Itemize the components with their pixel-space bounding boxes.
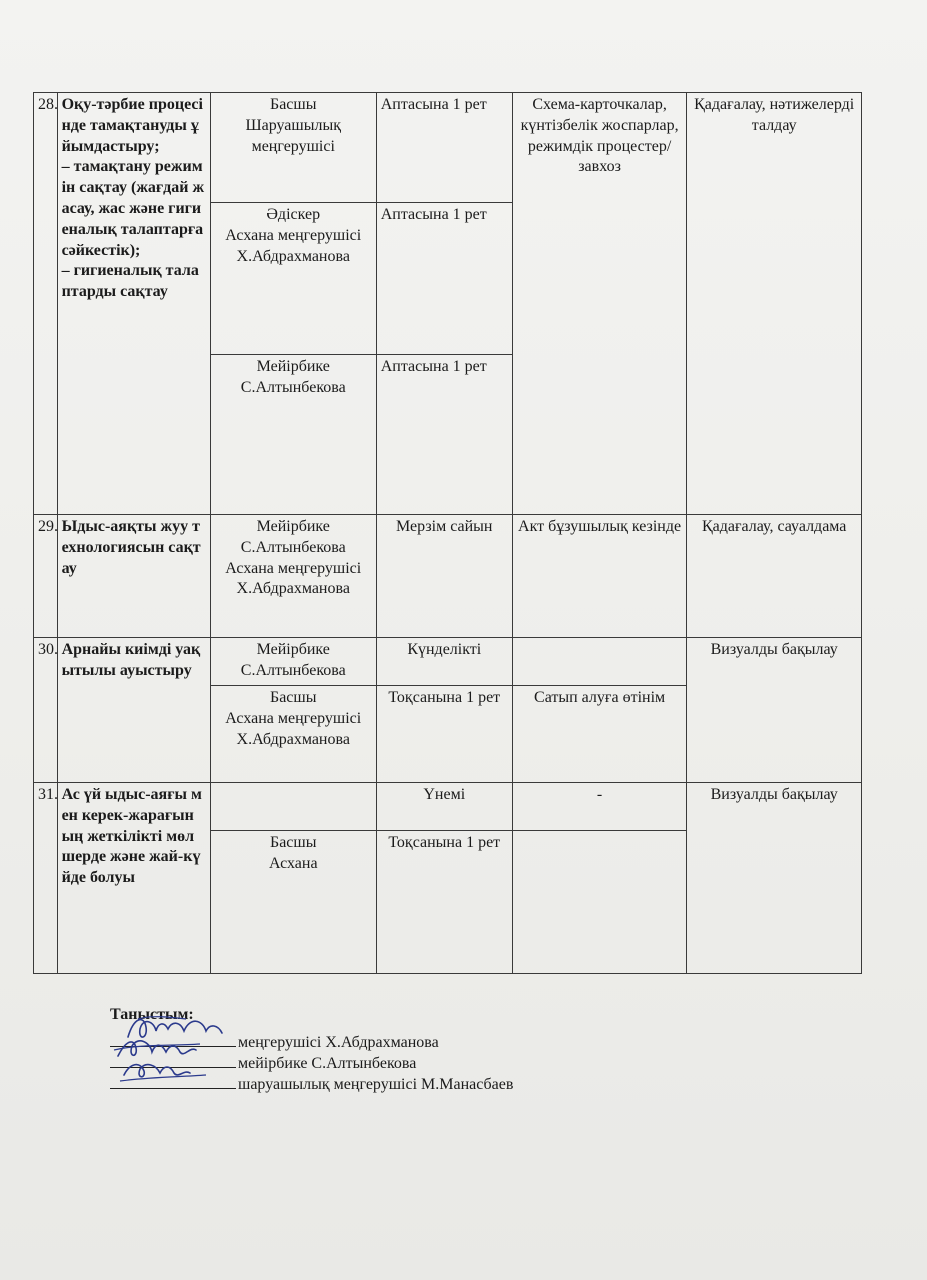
form-cell: Схема-карточкалар, күнтізбелік жоспарлар, режимдік процестер/ завхоз [512, 93, 687, 515]
signatory-role: шаруашылық меңгерушісі М.Манасбаев [238, 1076, 514, 1093]
frequency-cell: Үнемі [376, 783, 512, 831]
responsible-cell: Басшы Асхана [210, 831, 376, 974]
row-topic: Ас үй ыдыс-аяғы мен керек-жарағының жеткілікті мөлшерде және жай-күйде болуы [57, 783, 210, 974]
table-row [34, 515, 862, 638]
row-number: 31. [34, 783, 58, 974]
form-cell: - [512, 783, 687, 831]
signatory-role: меңгерушісі Х.Абдрахманова [238, 1034, 439, 1051]
acknowledged-label: Таныстым: [110, 1006, 194, 1023]
frequency-cell: Күнделікті [376, 638, 512, 686]
form-cell: Сатып алуға өтінім [512, 686, 687, 783]
responsible-cell: Басшы Шаруашылық меңгерушісі [210, 93, 376, 203]
form-cell [512, 831, 687, 974]
row-topic: Оқу-тәрбие процесінде тамақтануды ұйымдастыру; – тамақтану режимін сақтау (жағдай жасау, жас және гигиеналық талаптарға сәйкестік); – гигиеналық талаптарды сақтау [57, 93, 210, 515]
form-cell: Акт бұзушылық кезінде [512, 515, 687, 638]
responsible-cell: Мейірбике С.Алтынбекова [210, 355, 376, 515]
responsible-cell: Әдіскер Асхана меңгерушісі Х.Абдрахманова [210, 203, 376, 355]
method-cell: Визуалды бақылау [687, 783, 862, 974]
row-number: 30. [34, 638, 58, 783]
responsible-cell [210, 783, 376, 831]
responsible-cell: Мейірбике С.Алтынбекова Асхана меңгерушісі Х.Абдрахманова [210, 515, 376, 638]
frequency-cell: Мерзім сайын [376, 515, 512, 638]
table-row [34, 783, 862, 831]
method-cell: Қадағалау, сауалдама [687, 515, 862, 638]
responsible-cell: Басшы Асхана меңгерушісі Х.Абдрахманова [210, 686, 376, 783]
row-topic: Ыдыс-аяқты жуу технологиясын сақтау [57, 515, 210, 638]
frequency-cell: Аптасына 1 рет [376, 355, 512, 515]
row-number: 29. [34, 515, 58, 638]
form-cell [512, 638, 687, 686]
row-topic: Арнайы киімді уақытылы ауыстыру [57, 638, 210, 783]
frequency-cell: Тоқсанына 1 рет [376, 686, 512, 783]
method-cell: Қадағалау, нәтижелерді талдау [687, 93, 862, 515]
acknowledgement-block [110, 1004, 513, 1094]
frequency-cell: Тоқсанына 1 рет [376, 831, 512, 974]
table-row [34, 93, 862, 203]
frequency-cell: Аптасына 1 рет [376, 93, 512, 203]
handwritten-signature [110, 1073, 236, 1089]
frequency-cell: Аптасына 1 рет [376, 203, 512, 355]
signatory-role: мейірбике С.Алтынбекова [238, 1055, 417, 1072]
control-plan-table [33, 92, 862, 974]
method-cell: Визуалды бақылау [687, 638, 862, 783]
signature-line [110, 1073, 513, 1094]
row-number: 28. [34, 93, 58, 515]
responsible-cell: Мейірбике С.Алтынбекова [210, 638, 376, 686]
table-row [34, 638, 862, 686]
